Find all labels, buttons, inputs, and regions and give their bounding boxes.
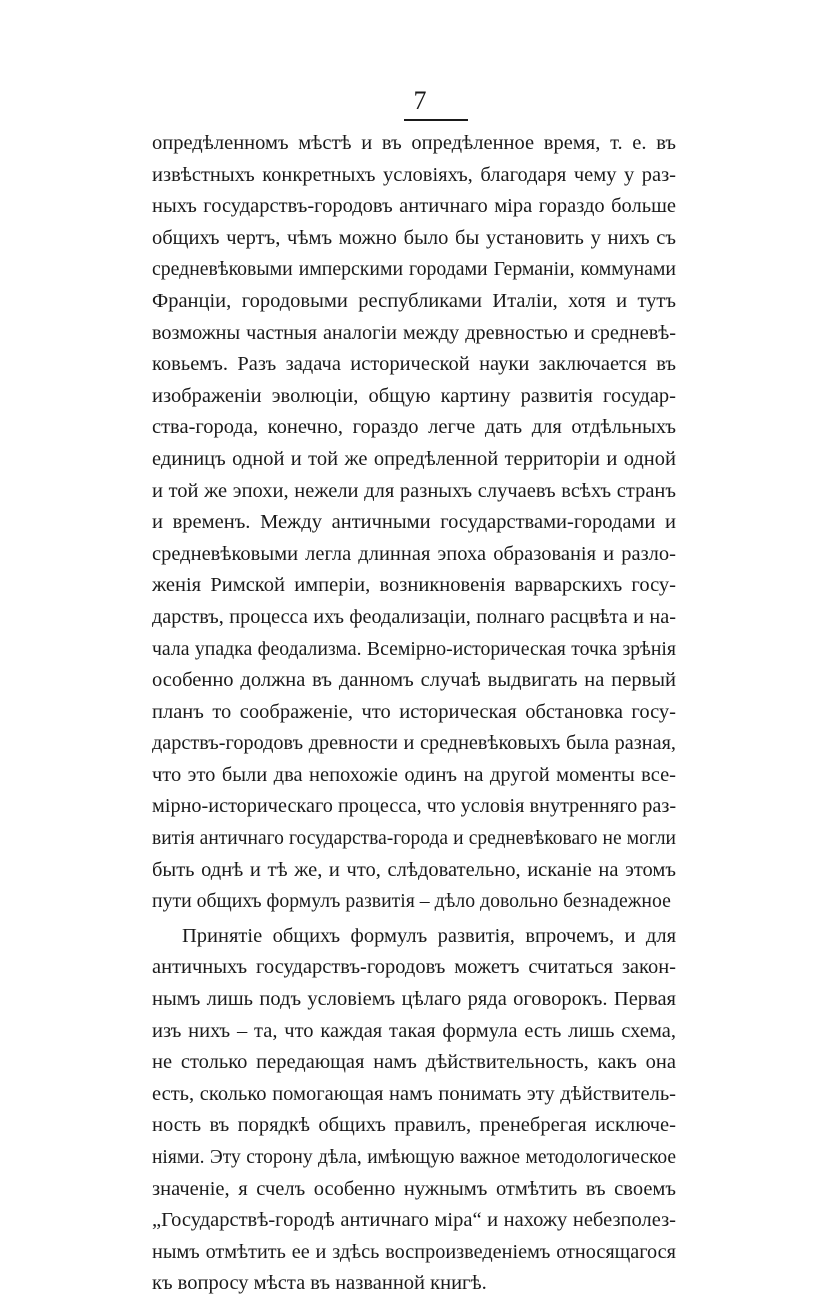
text-line: извѣстныхъ конкретныхъ условіяхъ, благодаря чему у раз- xyxy=(152,163,676,186)
text-line: пути общихъ формулъ развитія – дѣло довольно безнадежное xyxy=(152,890,671,913)
text-line: что это были два непохожіе одинъ на другой моменты все- xyxy=(152,763,676,786)
text-line: Принятіе общихъ формулъ развитія, впрочемъ, и для xyxy=(182,924,676,947)
text-line: единицъ одной и той же опредѣленной территоріи и одной xyxy=(152,447,676,470)
text-line: быть однѣ и тѣ же, и что, слѣдовательно, исканіе на этомъ xyxy=(152,858,676,881)
text-line: возможны частныя аналогіи между древностью и средневѣ- xyxy=(152,321,676,344)
text-line: ніями. Эту сторону дѣла, имѣющую важное методологическое xyxy=(152,1147,676,1168)
text-line: нымъ лишь подъ условіемъ цѣлаго ряда оговорокъ. Первая xyxy=(152,988,676,1011)
text-line: изображеніи эволюціи, общую картину развитія государ- xyxy=(152,384,676,407)
paragraph-2 xyxy=(152,921,676,1300)
text-line: нымъ отмѣтить ее и здѣсь воспроизведеніемъ относящагося xyxy=(152,1240,676,1263)
text-line: средневѣковыми легла длинная эпоха образованія и разло- xyxy=(152,542,676,565)
page-number: 7 xyxy=(413,86,427,115)
text-line: и временъ. Между античными государствами-городами и xyxy=(152,511,676,534)
text-line: чала упадка феодализма. Всемірно-историческая точка зрѣнія xyxy=(152,637,676,660)
text-line: женія Римской имперіи, возникновенія варварскихъ госу- xyxy=(152,574,676,597)
text-line: къ вопросу мѣста въ названной книгѣ. xyxy=(152,1272,487,1295)
text-line: дарствъ-городовъ древности и средневѣковыхъ была разная, xyxy=(152,732,676,755)
text-line: опредѣленномъ мѣстѣ и въ опредѣленное время, т. е. въ xyxy=(152,132,676,154)
text-line: не столько передающая намъ дѣйствительность, какъ она xyxy=(152,1051,676,1074)
body-text xyxy=(152,128,676,1300)
text-line: мірно-историческаго процесса, что условія внутренняго раз- xyxy=(152,795,677,818)
text-line: общихъ чертъ, чѣмъ можно было бы установить у нихъ съ xyxy=(152,226,676,249)
text-line: ковьемъ. Разъ задача исторической науки заключается въ xyxy=(152,353,676,376)
page-header xyxy=(0,86,840,116)
text-line: особенно должна въ данномъ случаѣ выдвигать на первый xyxy=(152,669,676,692)
text-line: витія античнаго государства-города и средневѣковаго не могли xyxy=(152,828,676,850)
text-line: планъ то соображеніе, что историческая обстановка госу- xyxy=(152,700,676,723)
text-line: ныхъ государствъ-городовъ античнаго міра гораздо больше xyxy=(152,195,676,218)
paragraph-1 xyxy=(152,128,676,918)
text-line: есть, сколько помогающая намъ понимать эту дѣйствитель- xyxy=(152,1082,676,1105)
text-line: дарствъ, процесса ихъ феодализаціи, полнаго расцвѣта и на- xyxy=(152,605,676,628)
text-line: изъ нихъ – та, что каждая такая формула есть лишь схема, xyxy=(152,1019,676,1042)
text-line: Франціи, городовыми республиками Италіи, хотя и тутъ xyxy=(152,289,676,312)
text-line: и той же эпохи, нежели для разныхъ случаевъ всѣхъ странъ xyxy=(152,479,676,502)
text-line: ства-города, конечно, гораздо легче дать для отдѣльныхъ xyxy=(152,416,676,439)
text-line: значеніе, я счелъ особенно нужнымъ отмѣтить въ своемъ xyxy=(152,1177,676,1200)
text-line: античныхъ государствъ-городовъ можетъ считаться закон- xyxy=(152,956,676,979)
text-line: „Государствѣ-городѣ античнаго міра“ и нахожу небезполез- xyxy=(152,1209,676,1232)
page-number-rule xyxy=(404,119,468,121)
text-line: ность въ порядкѣ общихъ правилъ, пренебрегая исключе- xyxy=(152,1114,676,1137)
text-line: средневѣковыми имперскими городами Германіи, коммунами xyxy=(152,258,676,281)
